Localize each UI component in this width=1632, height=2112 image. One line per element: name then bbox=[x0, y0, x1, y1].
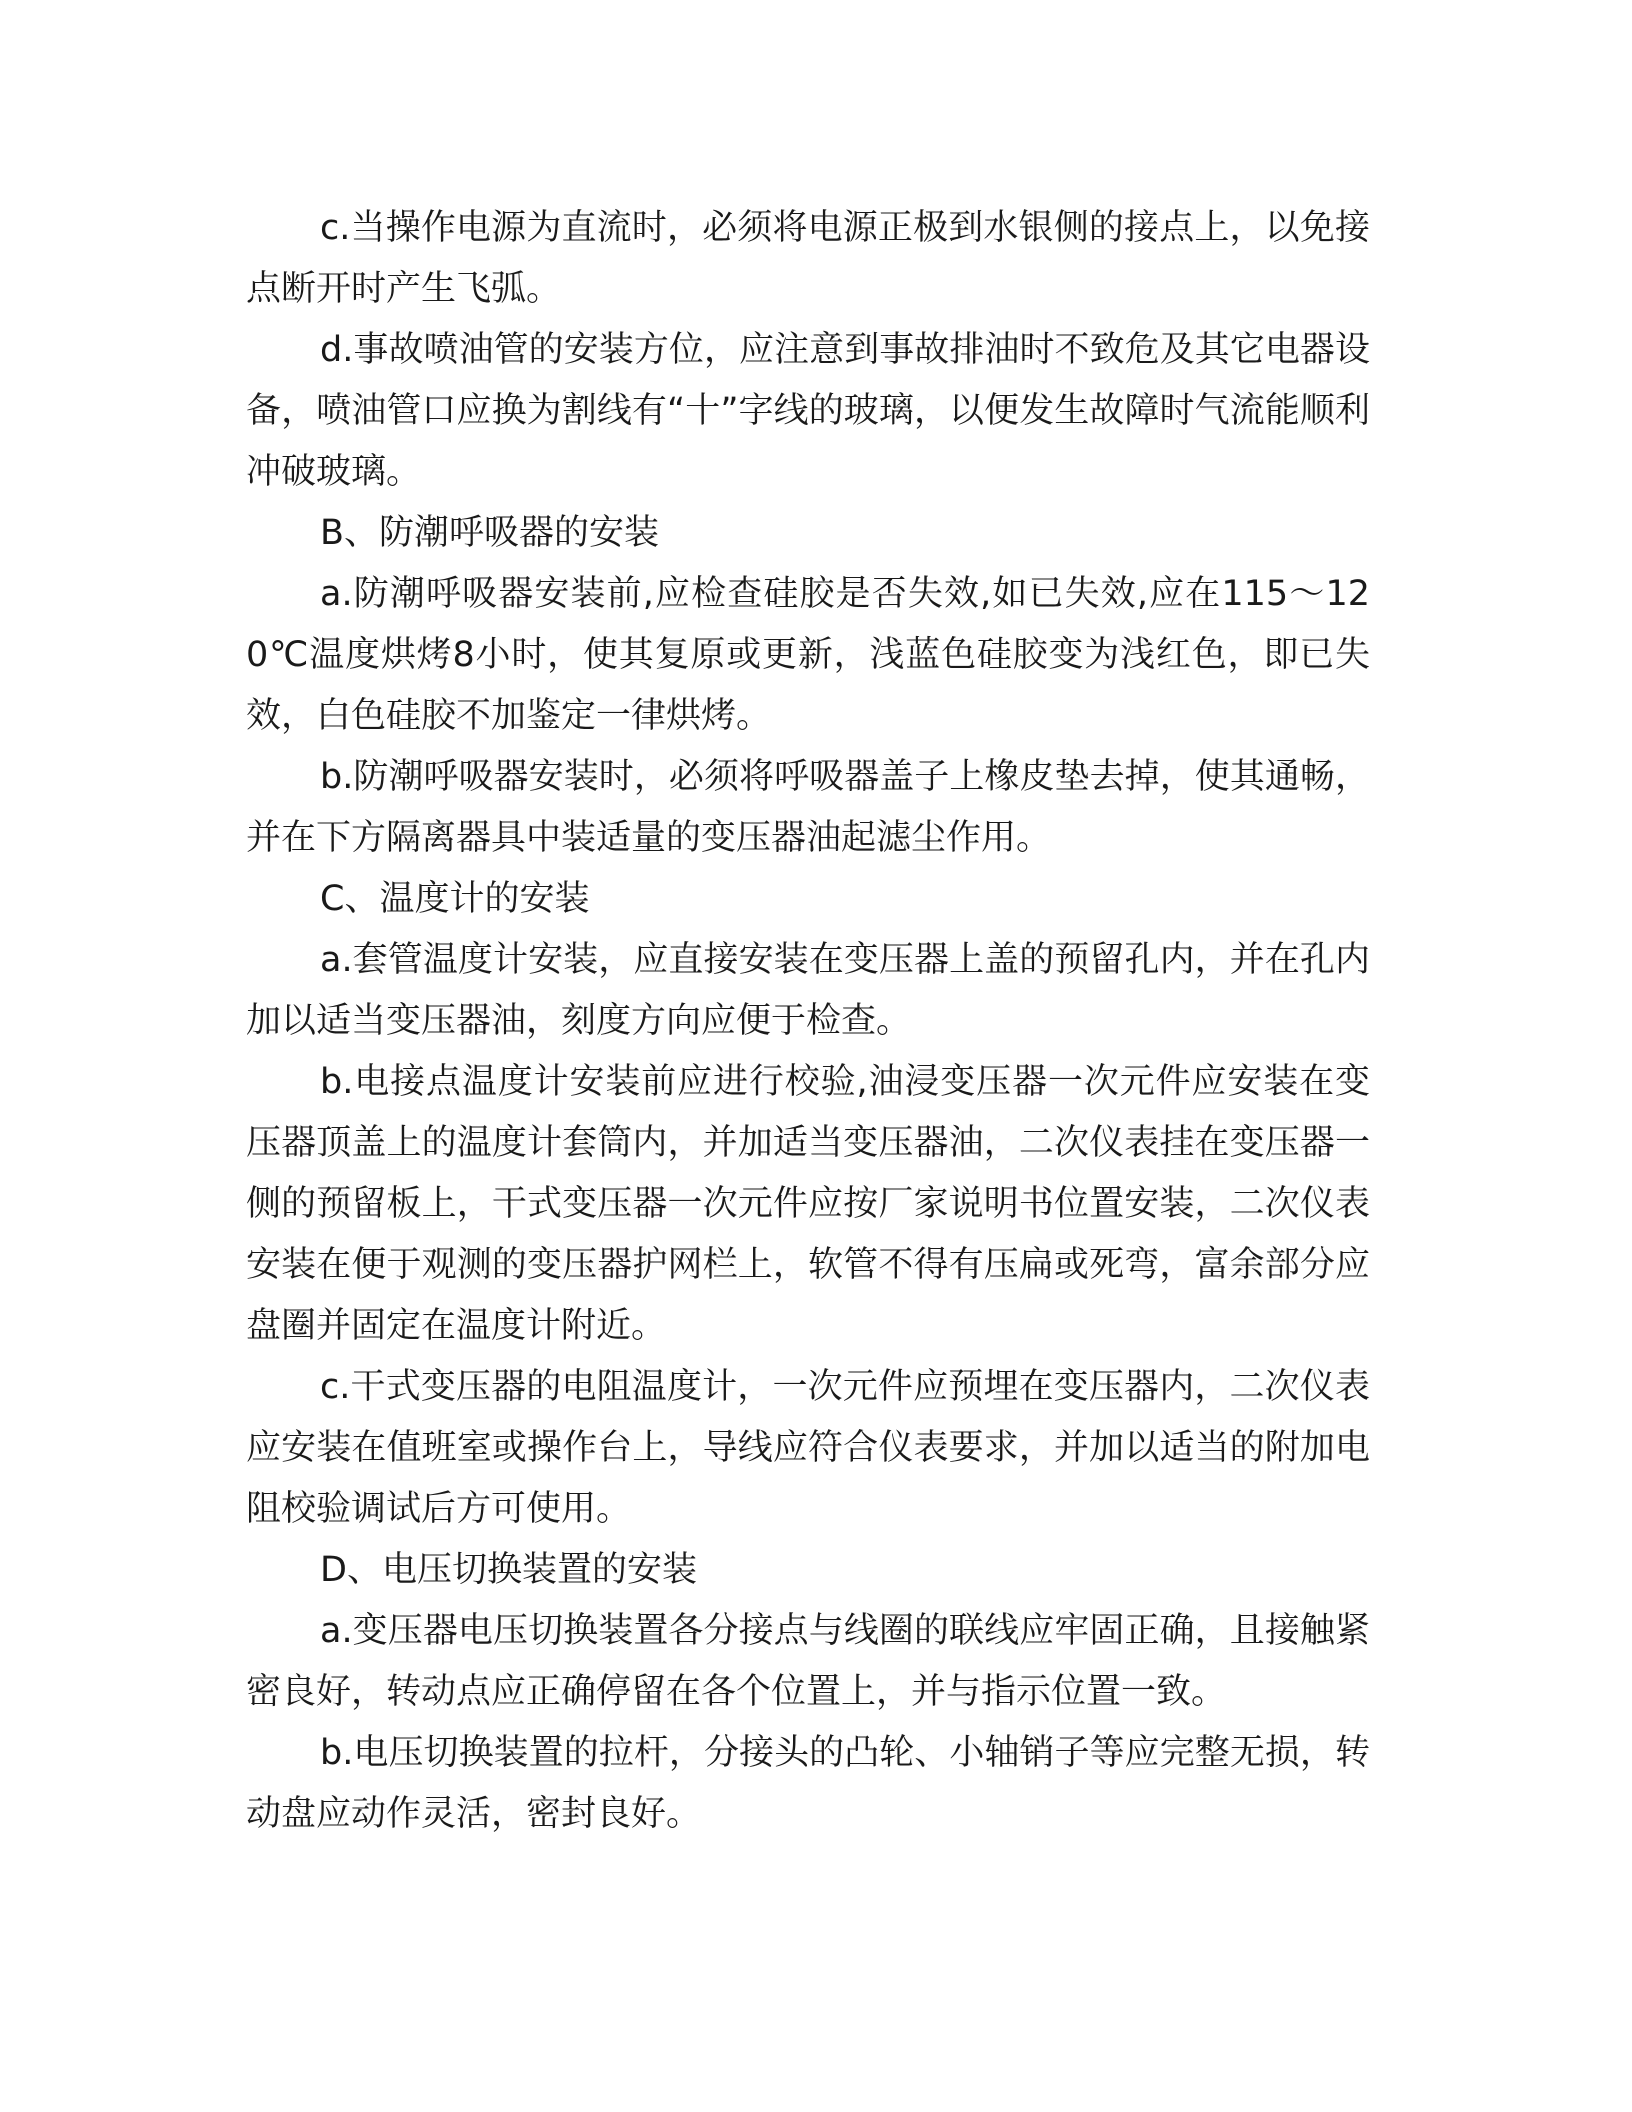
paragraph-c-resistance-thermometer: c.干式变压器的电阻温度计，一次元件应预埋在变压器内，二次仪表应安装在值班室或操作台上，导线应符合仪表要求，并加以适当的附加电阻校验调试后方可使用。 bbox=[246, 1367, 1370, 1529]
section-heading-breather: B、防潮呼吸器的安装 bbox=[320, 513, 660, 553]
paragraph-d-oil-spray-pipe: d.事故喷油管的安装方位，应注意到事故排油时不致危及其它电器设备，喷油管口应换为割线有“十”字线的玻璃，以便发生故障时气流能顺利冲破玻璃。 bbox=[246, 330, 1370, 492]
paragraph-a-sleeve-thermometer: a.套管温度计安装，应直接安装在变压器上盖的预留孔内，并在孔内加以适当变压器油，刻度方向应便于检查。 bbox=[246, 940, 1370, 1041]
paragraph-c-mercury-contact: c.当操作电源为直流时，必须将电源正极到水银侧的接点上，以免接点断开时产生飞弧。 bbox=[246, 208, 1370, 309]
paragraph-b-breather-installation: b.防潮呼吸器安装时，必须将呼吸器盖子上橡皮垫去掉，使其通畅，并在下方隔离器具中装适量的变压器油起滤尘作用。 bbox=[246, 757, 1370, 858]
paragraph-b-voltage-switch-rod: b.电压切换装置的拉杆，分接头的凸轮、小轴销子等应完整无损，转动盘应动作灵活，密封良好。 bbox=[246, 1733, 1370, 1834]
paragraph-b-contact-thermometer: b.电接点温度计安装前应进行校验,油浸变压器一次元件应安装在变压器顶盖上的温度计套筒内，并加适当变压器油，二次仪表挂在变压器一侧的预留板上，干式变压器一次元件应按厂家说明书位置安装，二次仪表安装在便于观测的变压器护网栏上，软管不得有压扁或死弯，富余部分应盘圈并固定在温度计附近。 bbox=[246, 1062, 1370, 1346]
paragraph-a-voltage-switch-contacts: a.变压器电压切换装置各分接点与线圈的联线应牢固正确，且接触紧密良好，转动点应正确停留在各个位置上，并与指示位置一致。 bbox=[246, 1611, 1370, 1712]
paragraph-a-breather-silica-gel: a.防潮呼吸器安装前,应检查硅胶是否失效,如已失效,应在115～120℃温度烘烤8小时，使其复原或更新，浅蓝色硅胶变为浅红色，即已失效，白色硅胶不加鉴定一律烘烤。 bbox=[246, 574, 1370, 736]
section-heading-voltage-switch: D、电压切换装置的安装 bbox=[320, 1550, 697, 1590]
document-body bbox=[246, 198, 1370, 1845]
section-heading-thermometer: C、温度计的安装 bbox=[320, 879, 590, 919]
